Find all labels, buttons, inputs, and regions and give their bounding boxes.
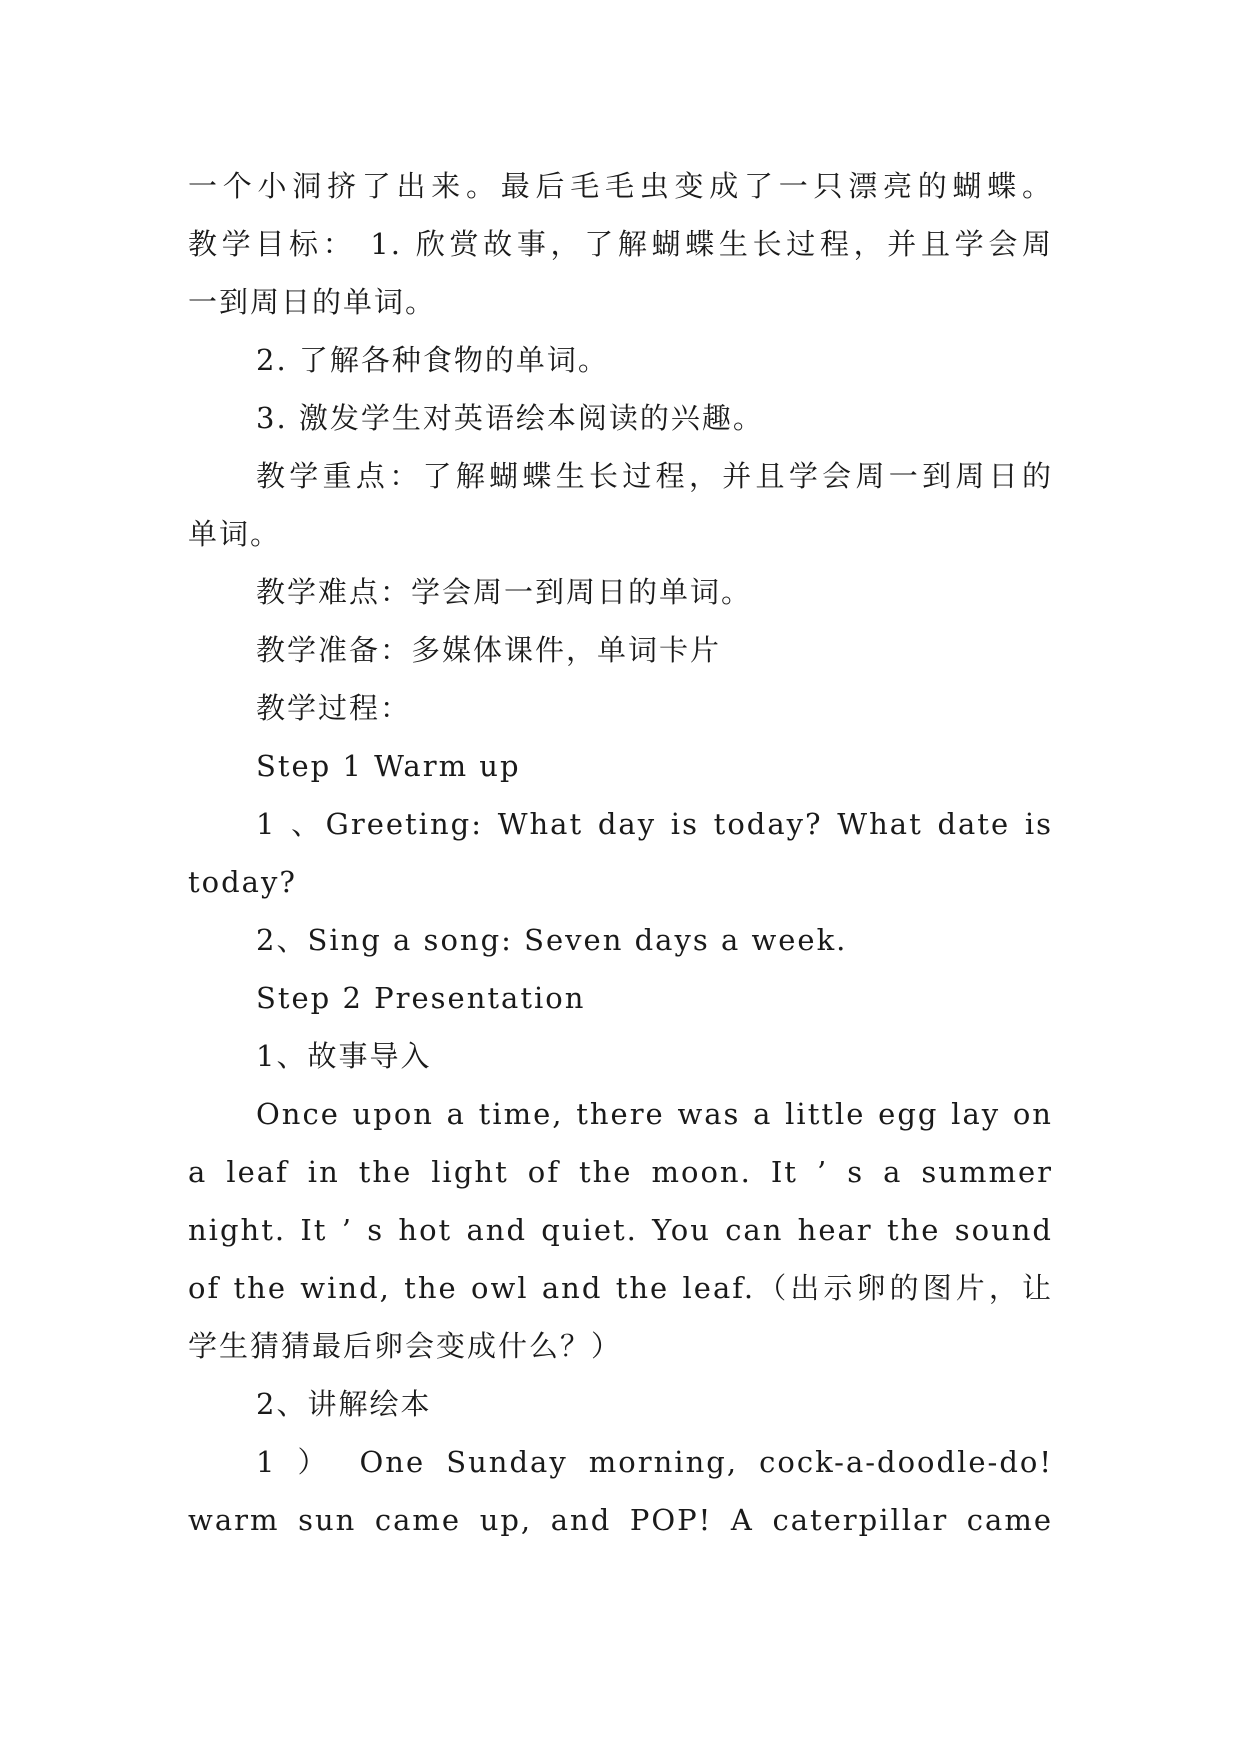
teaching-goal-2: 2. 了解各种食物的单词。: [256, 343, 609, 377]
teaching-goal-3: 3. 激发学生对英语绘本阅读的兴趣。: [256, 401, 764, 435]
paragraph-line: 一到周日的单词。: [188, 285, 437, 319]
story-line: a leaf in the light of the moon. It ’ s a summer: [188, 1155, 1053, 1189]
paragraph-line: 1 、Greeting: What day is today? What date is: [256, 807, 1053, 841]
paragraph-line: 一个小洞挤了出来。最后毛毛虫变成了一只漂亮的蝴蝶。: [188, 169, 1053, 203]
step-2-heading: Step 2 Presentation: [256, 981, 586, 1015]
teaching-difficulty-line: 教学难点：学会周一到周日的单词。: [256, 575, 753, 609]
story-line: Once upon a time, there was a little egg lay on: [256, 1097, 1053, 1131]
teaching-focus-line: 教学重点：了解蝴蝶生长过程，并且学会周一到周日的: [256, 459, 1053, 493]
story-line: night. It ’ s hot and quiet. You can hear the sound: [188, 1213, 1053, 1247]
teaching-goals-line: 教学目标： 1. 欣赏故事，了解蝴蝶生长过程，并且学会周: [188, 227, 1053, 261]
step-1-heading: Step 1 Warm up: [256, 749, 521, 783]
document-body: [188, 157, 1053, 1549]
paragraph-line: 单词。: [188, 517, 282, 551]
teaching-preparation-line: 教学准备：多媒体课件，单词卡片: [256, 633, 722, 667]
teaching-process-heading: 教学过程：: [256, 691, 412, 725]
section-heading: 2、讲解绘本: [256, 1387, 432, 1421]
paragraph-line: today?: [188, 865, 297, 899]
paragraph-line: 2、Sing a song: Seven days a week.: [256, 923, 848, 957]
story-line: 学生猜猜最后卵会变成什么？）: [188, 1329, 623, 1363]
story-line: 1 ） One Sunday morning, cock-a-doodle-do!: [256, 1445, 1053, 1479]
story-line: warm sun came up, and POP! A caterpillar came: [188, 1503, 1053, 1537]
section-heading: 1、故事导入: [256, 1039, 432, 1073]
story-line: of the wind, the owl and the leaf.（出示卵的图片，让: [188, 1271, 1053, 1305]
